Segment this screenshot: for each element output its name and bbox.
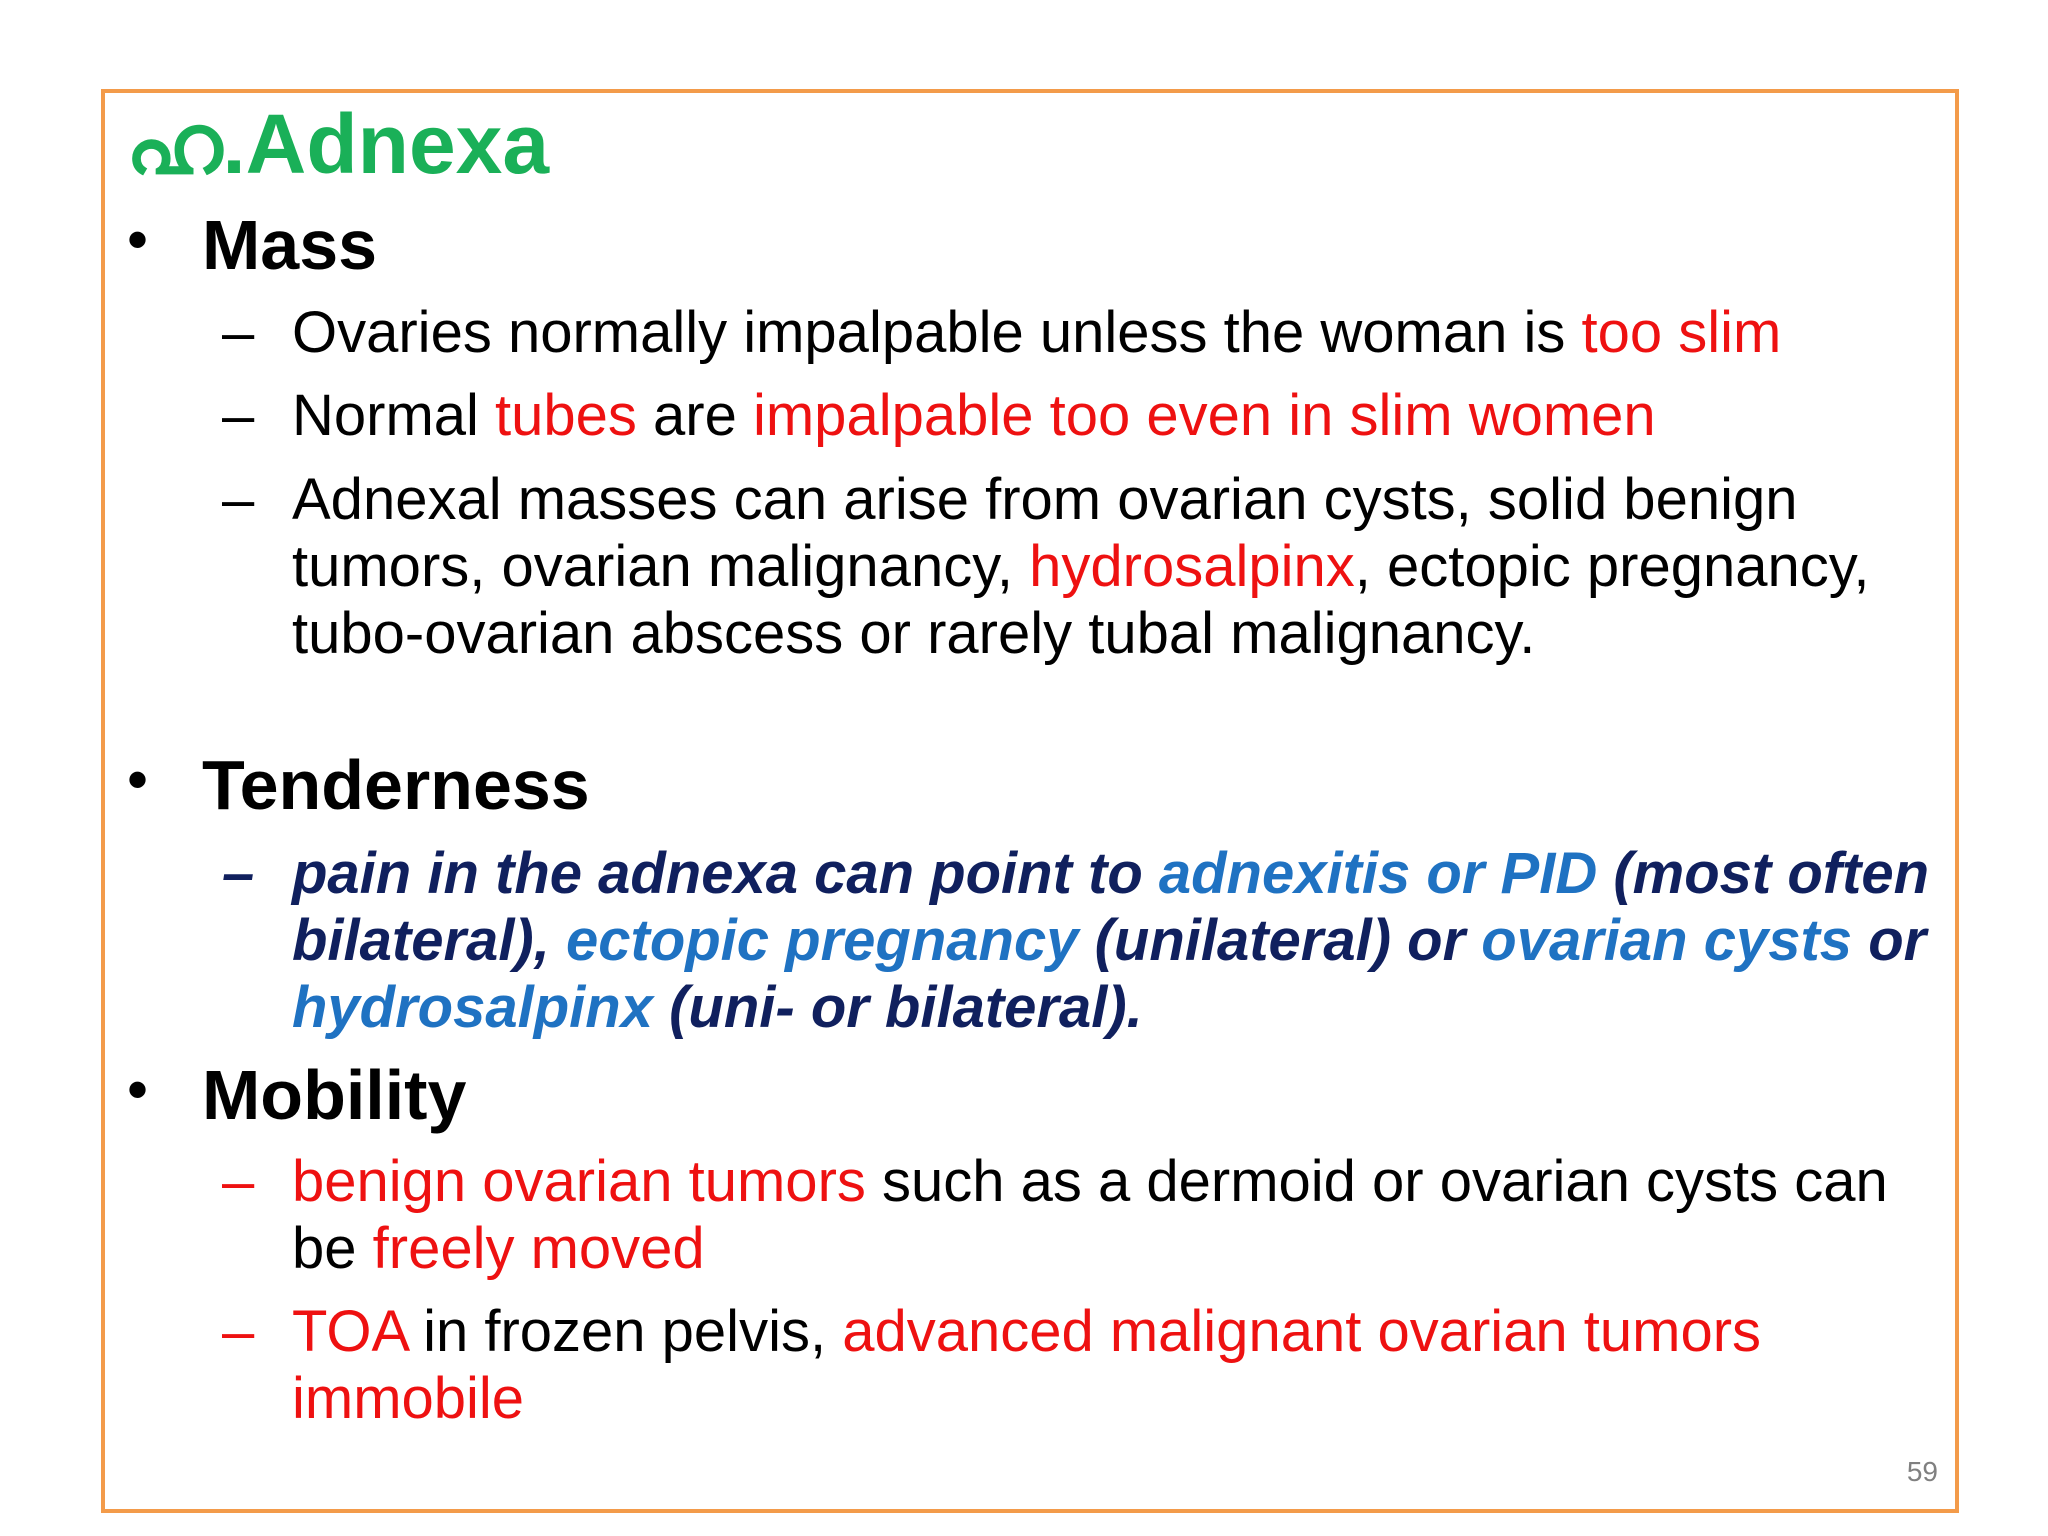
text-segment-emphasis: benign ovarian tumors (292, 1149, 866, 1214)
list-item (292, 466, 1932, 667)
list-item (292, 1148, 1932, 1282)
dash-icon: – (222, 300, 255, 365)
bullet-icon: • (127, 1056, 149, 1123)
text-segment: (unilateral) or (1078, 908, 1482, 973)
section-heading-mass: Mass (202, 206, 378, 284)
text-segment-emphasis: freely moved (372, 1216, 705, 1281)
dash-icon: – (222, 1149, 255, 1214)
text-segment: in frozen pelvis, (406, 1299, 843, 1364)
text-segment-emphasis: adnexitis or PID (1158, 841, 1598, 906)
text-segment: (most often bilateral), (292, 841, 1930, 973)
text-segment-emphasis: hydrosalpinx (292, 975, 653, 1040)
list-item (292, 299, 1932, 366)
dash-icon: – (222, 467, 255, 532)
text-segment: such as a dermoid or ovarian cysts can be (292, 1149, 1888, 1281)
text-segment-emphasis: advanced malignant ovarian tumors immobile (292, 1299, 1762, 1431)
list-item (292, 382, 1932, 449)
text-segment: (uni- or bilateral). (652, 975, 1143, 1040)
text-segment-emphasis: impalpable too even in slim women (752, 383, 1656, 448)
page-number: 59 (1906, 1456, 1938, 1487)
section-heading-tenderness: Tenderness (202, 746, 590, 824)
text-segment-emphasis: TOA (292, 1299, 407, 1364)
bullet-icon: • (127, 746, 149, 813)
list-item (292, 840, 1932, 1041)
text-segment: pain in the adnexa can point to (292, 841, 1159, 906)
bullet-icon: • (127, 206, 149, 273)
text-segment: are (636, 383, 753, 448)
text-segment-emphasis: ovarian cysts (1481, 908, 1853, 973)
text-segment-emphasis: ectopic pregnancy (565, 908, 1079, 973)
text-segment: , ectopic pregnancy, tubo-ovarian abscess or rarely tubal malignancy. (292, 534, 1870, 666)
dash-icon: – (222, 383, 255, 448)
dash-icon: – (222, 1299, 255, 1364)
text-segment-emphasis: hydrosalpinx (1029, 534, 1355, 599)
text-segment: Adnexal masses can arise from ovarian cysts, solid benign tumors, ovarian malignancy, (292, 467, 1798, 599)
list-item (292, 1298, 1932, 1432)
slide-title: ഹ.Adnexa (126, 97, 550, 191)
section-heading-mobility: Mobility (202, 1056, 467, 1134)
text-segment: Normal (292, 383, 496, 448)
text-segment: or (1852, 908, 1927, 973)
text-segment-emphasis: tubes (495, 383, 637, 448)
text-segment-emphasis: too slim (1581, 300, 1782, 365)
dash-icon: – (222, 841, 255, 906)
text-segment: Ovaries normally impalpable unless the woman is (292, 300, 1582, 365)
